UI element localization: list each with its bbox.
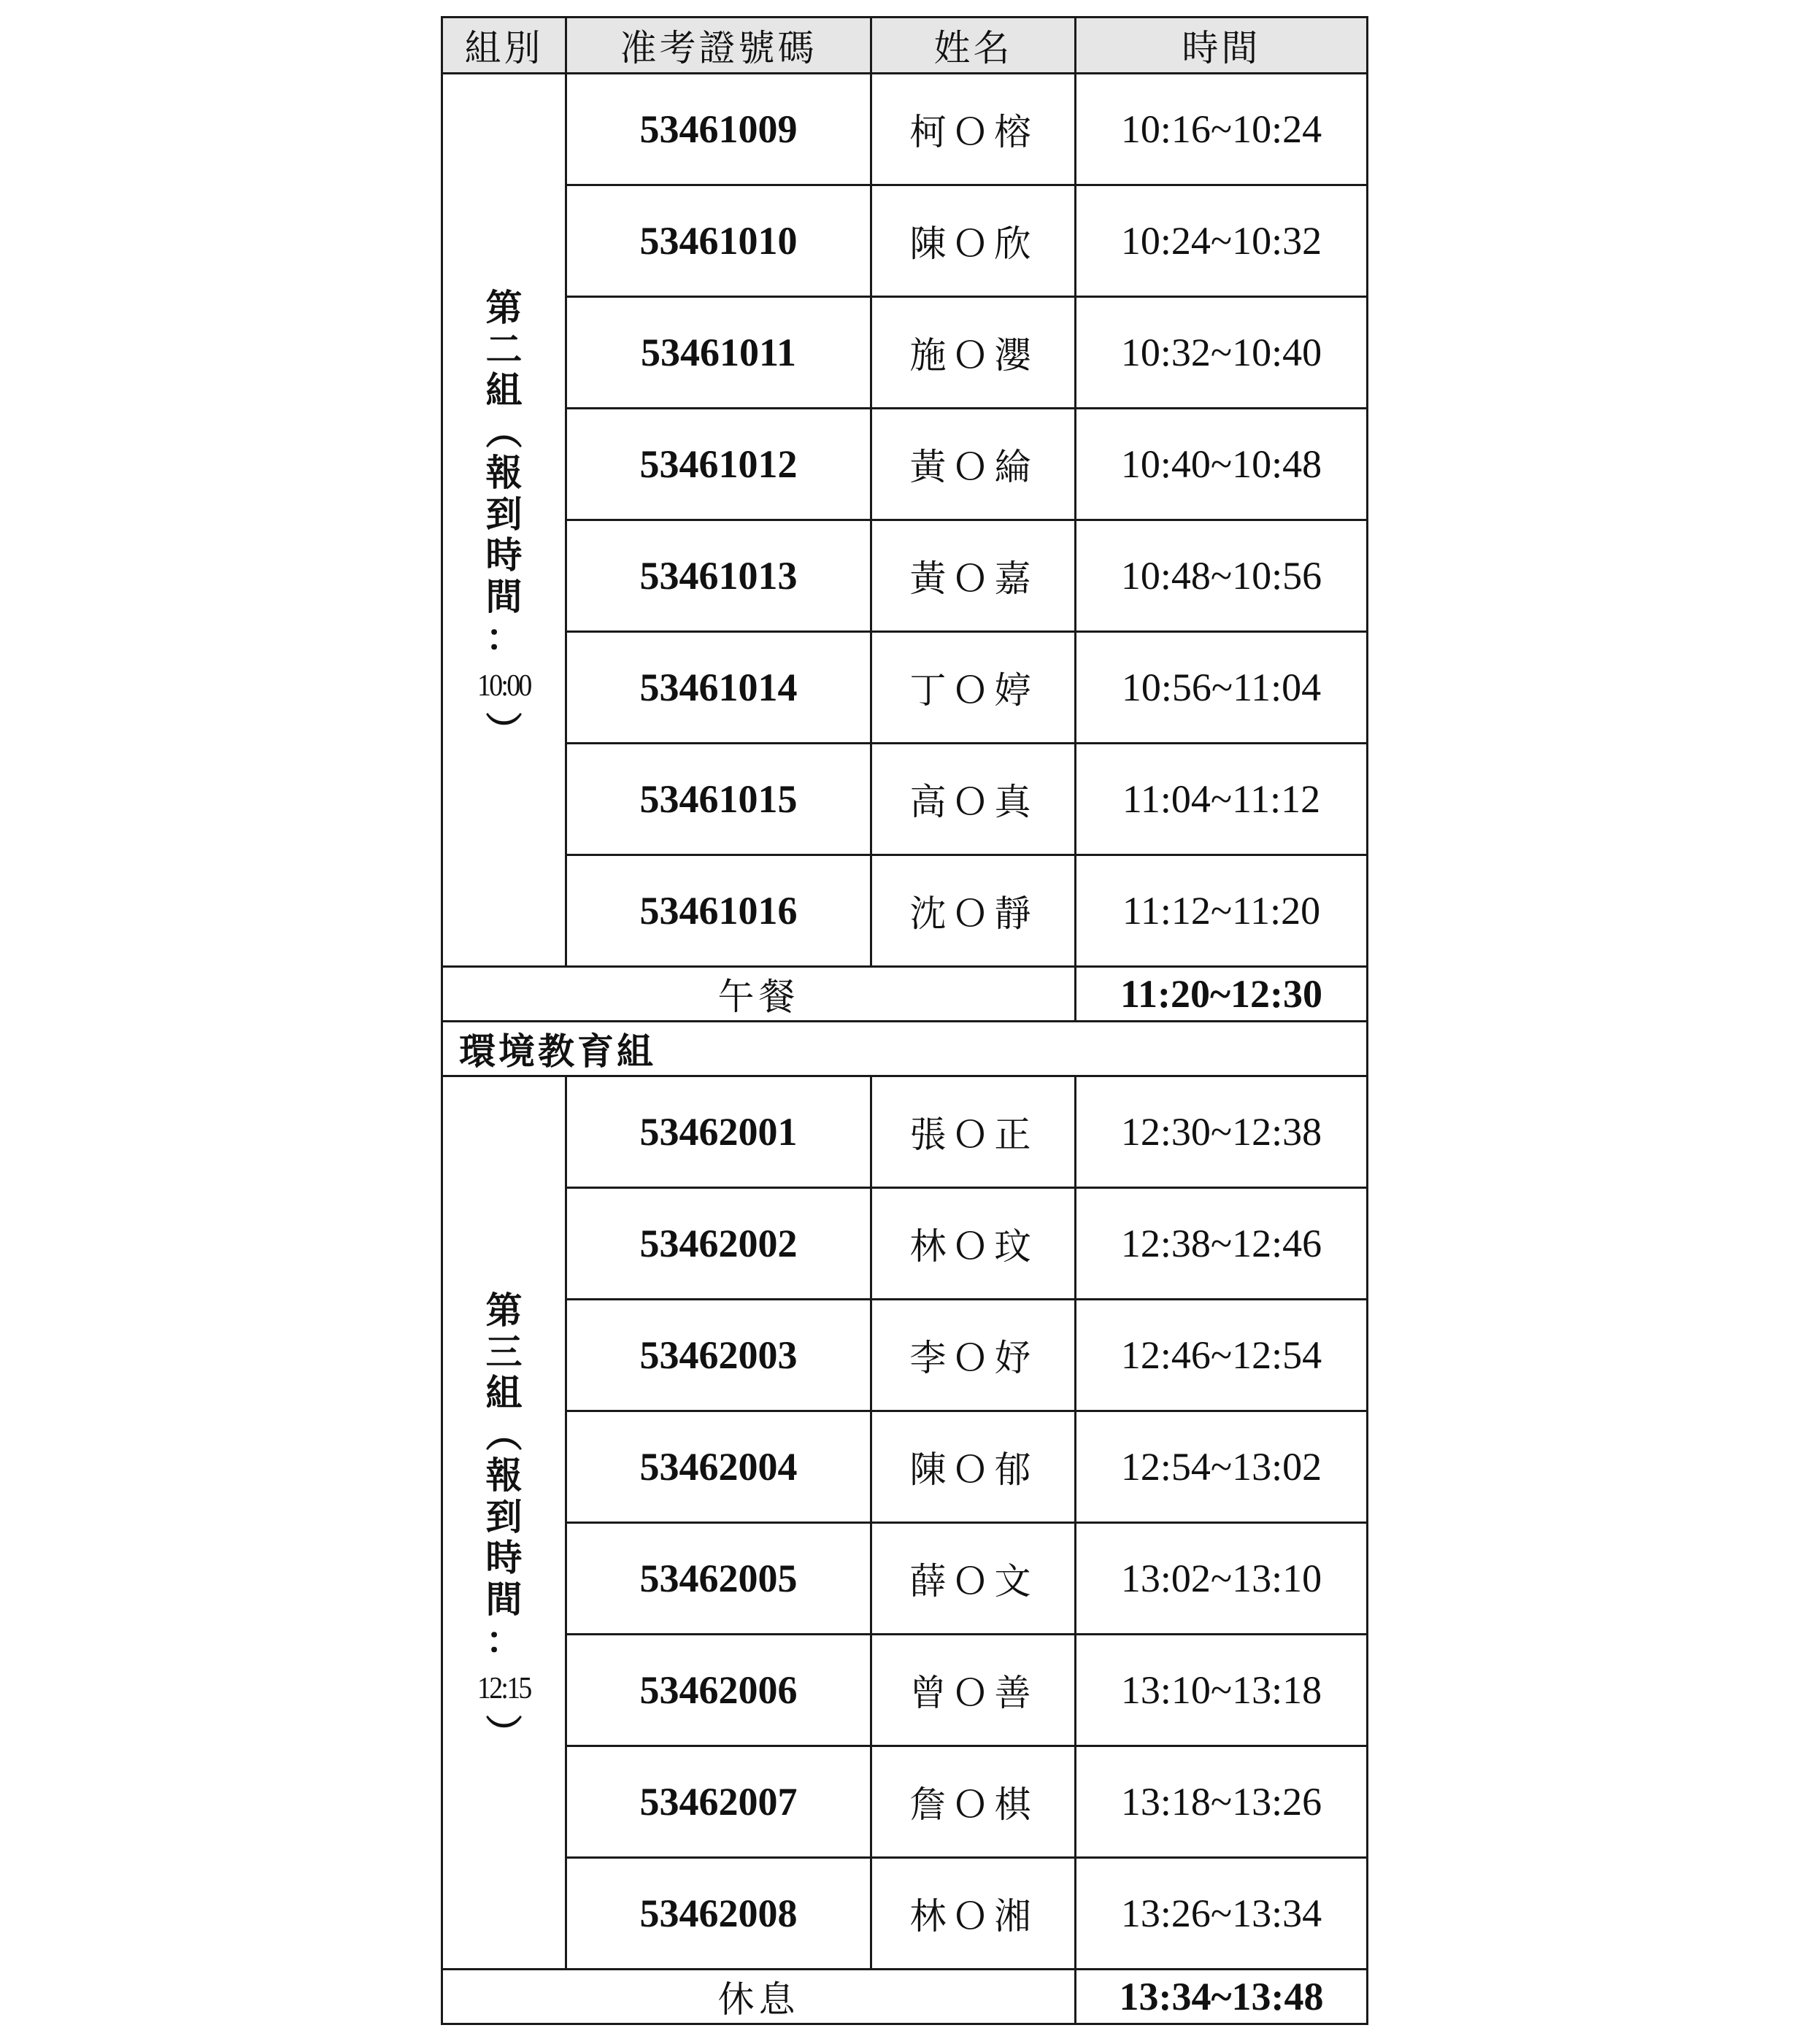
table-row (442, 744, 1368, 855)
group-label-char: 組 (485, 369, 523, 412)
table-row (442, 1076, 1368, 1188)
table-row (442, 1300, 1368, 1411)
group-label-char: 第 (485, 286, 523, 330)
admission-number: 53461012 (566, 409, 871, 520)
interview-time: 10:32~10:40 (1076, 297, 1368, 409)
table-row (442, 1746, 1368, 1858)
admission-number: 53461015 (566, 744, 871, 855)
table-row (442, 1523, 1368, 1635)
group-label-char: ︵ (485, 409, 523, 453)
group-label-char: 報 (485, 451, 523, 495)
interview-time: 13:26~13:34 (1076, 1858, 1368, 1970)
checkin-time: 12:15 (477, 1671, 531, 1705)
admission-number: 53461010 (566, 185, 871, 297)
group-label-char: 間 (485, 1577, 523, 1621)
interview-time: 11:04~11:12 (1076, 744, 1368, 855)
interview-time: 13:10~13:18 (1076, 1635, 1368, 1746)
group-label-char: ： (485, 1619, 523, 1662)
group-label-char: ： (485, 616, 523, 660)
group-label-char: 二 (485, 327, 523, 371)
candidate-name: 黃Ｏ綸 (871, 409, 1076, 520)
group-2-label (442, 74, 566, 967)
candidate-name: 曾Ｏ善 (871, 1635, 1076, 1746)
interview-time: 10:40~10:48 (1076, 409, 1368, 520)
candidate-name: 林Ｏ湘 (871, 1858, 1076, 1970)
interview-time: 10:16~10:24 (1076, 74, 1368, 185)
table-row (442, 409, 1368, 520)
admission-number: 53461011 (566, 297, 871, 409)
rest-label: 休息 (442, 1970, 1076, 2024)
interview-time: 12:30~12:38 (1076, 1076, 1368, 1188)
lunch-label: 午餐 (442, 967, 1076, 1022)
admission-number: 53462003 (566, 1300, 871, 1411)
candidate-name: 林Ｏ玟 (871, 1188, 1076, 1300)
candidate-name: 薛Ｏ文 (871, 1523, 1076, 1635)
admission-number: 53462005 (566, 1523, 871, 1635)
table-row (442, 74, 1368, 185)
table-row (442, 297, 1368, 409)
table-row (442, 1188, 1368, 1300)
candidate-name: 李Ｏ妤 (871, 1300, 1076, 1411)
group-label-char: 第 (485, 1289, 523, 1333)
header-id: 准考證號碼 (566, 18, 871, 74)
interview-time: 12:46~12:54 (1076, 1300, 1368, 1411)
admission-number: 53461013 (566, 520, 871, 632)
interview-time: 10:48~10:56 (1076, 520, 1368, 632)
interview-time: 11:12~11:20 (1076, 855, 1368, 967)
group-label-close: ︶ (485, 1712, 523, 1756)
rest-time: 13:34~13:48 (1076, 1970, 1368, 2024)
interview-time: 13:18~13:26 (1076, 1746, 1368, 1858)
table-row (442, 632, 1368, 744)
admission-number: 53462008 (566, 1858, 871, 1970)
table-row (442, 520, 1368, 632)
section-title: 環境教育組 (442, 1022, 1368, 1076)
interview-time: 12:54~13:02 (1076, 1411, 1368, 1523)
group-label-char: 間 (485, 574, 523, 618)
group-label-char: 三 (485, 1330, 523, 1373)
table-row (442, 185, 1368, 297)
header-group: 組別 (442, 18, 566, 74)
table-row (442, 1858, 1368, 1970)
lunch-time: 11:20~12:30 (1076, 967, 1368, 1022)
candidate-name: 柯Ｏ榕 (871, 74, 1076, 185)
interview-time: 10:24~10:32 (1076, 185, 1368, 297)
admission-number: 53461014 (566, 632, 871, 744)
checkin-time: 10:00 (477, 668, 531, 703)
group-label-char: 時 (485, 533, 523, 577)
admission-number: 53462006 (566, 1635, 871, 1746)
admission-number: 53461009 (566, 74, 871, 185)
group-label-char: 組 (485, 1371, 523, 1415)
admission-number: 53461016 (566, 855, 871, 967)
table-row (442, 855, 1368, 967)
interview-time: 10:56~11:04 (1076, 632, 1368, 744)
candidate-name: 詹Ｏ棋 (871, 1746, 1076, 1858)
section-row (442, 1022, 1368, 1076)
candidate-name: 陳Ｏ欣 (871, 185, 1076, 297)
header-name: 姓名 (871, 18, 1076, 74)
table-row (442, 1635, 1368, 1746)
interview-time: 13:02~13:10 (1076, 1523, 1368, 1635)
group-3-label (442, 1076, 566, 1970)
admission-number: 53462007 (566, 1746, 871, 1858)
admission-number: 53462002 (566, 1188, 871, 1300)
lunch-row (442, 967, 1368, 1022)
interview-time: 12:38~12:46 (1076, 1188, 1368, 1300)
group-label-char: ︵ (485, 1412, 523, 1456)
candidate-name: 張Ｏ正 (871, 1076, 1076, 1188)
candidate-name: 黃Ｏ嘉 (871, 520, 1076, 632)
header-time: 時間 (1076, 18, 1368, 74)
admission-number: 53462001 (566, 1076, 871, 1188)
group-label-char: 到 (485, 1495, 523, 1538)
exam-schedule-table (441, 16, 1368, 2025)
candidate-name: 施Ｏ瀴 (871, 297, 1076, 409)
candidate-name: 丁Ｏ婷 (871, 632, 1076, 744)
group-label-char: 報 (485, 1454, 523, 1497)
group-label-char: 時 (485, 1536, 523, 1580)
rest-row (442, 1970, 1368, 2024)
candidate-name: 沈Ｏ靜 (871, 855, 1076, 967)
candidate-name: 高Ｏ真 (871, 744, 1076, 855)
table-row (442, 1411, 1368, 1523)
group-label-char: 到 (485, 492, 523, 536)
group-2-vertical-text (443, 288, 565, 752)
candidate-name: 陳Ｏ郁 (871, 1411, 1076, 1523)
group-3-vertical-text (443, 1290, 565, 1754)
header-row (442, 18, 1368, 74)
admission-number: 53462004 (566, 1411, 871, 1523)
group-label-close: ︶ (485, 709, 523, 753)
